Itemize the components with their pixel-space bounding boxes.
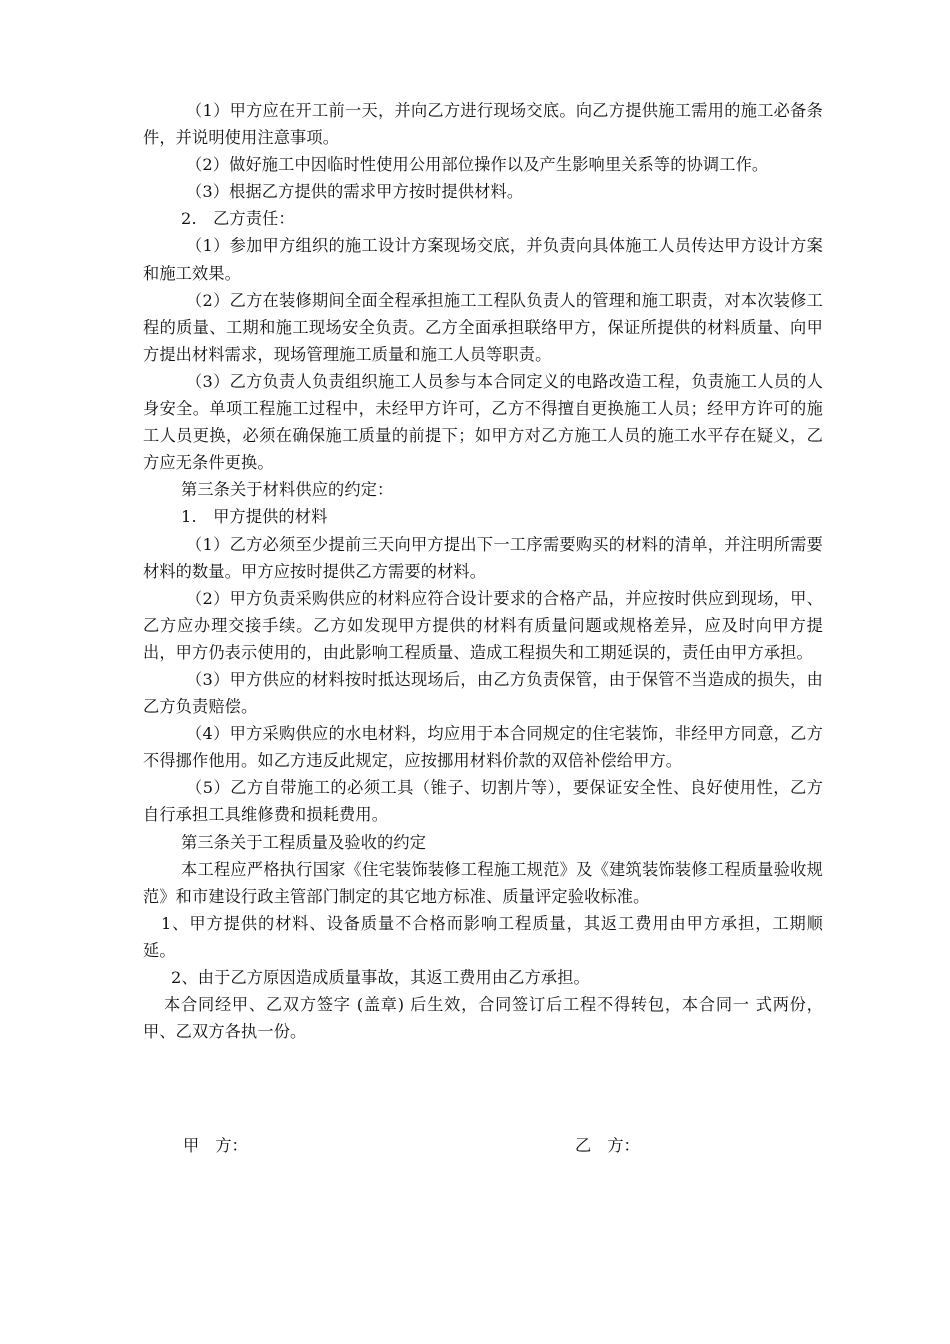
party-b-signature-label: 乙 方： xyxy=(575,1136,640,1155)
clause-paragraph: 本工程应严格执行国家《住宅装饰装修工程施工规范》及《建筑装饰装修工程质量验收规范》和市建设行政主管部门制定的其它地方标准、质量评定验收标准。 xyxy=(143,859,823,906)
clause-paragraph: （2）甲方负责采购供应的材料应符合设计要求的合格产品，并应按时供应到现场，甲、乙方应办理交接手续。乙方如发现甲方提供的材料有质量问题或规格差异，应及时向甲方提出，甲方仍表示使用的，由此影响工程质量、造成工程损失和工期延误的，责任由甲方承担。 xyxy=(143,588,823,662)
article-heading: 第三条关于材料供应的约定： xyxy=(181,480,394,500)
section-heading: 2. 乙方责任： xyxy=(181,209,295,229)
clause-paragraph: （1）乙方必须至少提前三天向甲方提出下一工序需要购买的材料的清单，并注明所需要材料的数量。甲方应按时提供乙方需要的材料。 xyxy=(143,534,823,581)
clause-paragraph: （3）根据乙方提供的需求甲方按时提供材料。 xyxy=(186,182,524,202)
clause-paragraph: （3）甲方供应的材料按时抵达现场后，由乙方负责保管，由于保管不当造成的损失，由乙方负责赔偿。 xyxy=(143,669,823,717)
clause-paragraph: （5）乙方自带施工的必须工具（锥子、切割片等），要保证安全性、良好使用性，乙方自行承担工具维修费和损耗费用。 xyxy=(143,778,823,825)
party-a-signature-label: 甲 方： xyxy=(183,1136,248,1155)
contract-body xyxy=(143,97,823,1045)
clause-paragraph: 2、由于乙方原因造成质量事故，其返工费用由乙方承担。 xyxy=(171,968,590,987)
clause-paragraph: （2）做好施工中因临时性使用公用部位操作以及产生影响里关系等的协调工作。 xyxy=(186,155,769,175)
clause-paragraph: （4）甲方采购供应的水电材料，均应用于本合同规定的住宅装饰，非经甲方同意，乙方不得挪作他用。如乙方违反此规定，应按挪用材料价款的双倍补偿给甲方。 xyxy=(143,724,823,771)
clause-paragraph: （1）参加甲方组织的施工设计方案现场交底，并负责向具体施工人员传达甲方设计方案和施工效果。 xyxy=(143,236,823,283)
closing-paragraph: 本合同经甲、乙双方签字 (盖章) 后生效，合同签订后工程不得转包，本合同一 式两份，甲、乙双方各执一份。 xyxy=(143,995,823,1042)
clause-paragraph: （1）甲方应在开工前一天，并向乙方进行现场交底。向乙方提供施工需用的施工必备条件，并说明使用注意事项。 xyxy=(143,101,823,148)
clause-paragraph: （2）乙方在装修期间全面全程承担施工工程队负责人的管理和施工职责，对本次装修工程的质量、工期和施工现场安全负责。乙方全面承担联络甲方，保证所提供的材料质量、向甲方提出材料需求，现场管理施工质量和施工人员等职责。 xyxy=(143,290,823,364)
article-heading: 第三条关于工程质量及验收的约定 xyxy=(181,832,427,852)
clause-paragraph: （3）乙方负责人负责组织施工人员参与本合同定义的电路改造工程，负责施工人员的人身安全。单项工程施工过程中，未经甲方许可，乙方不得擅自更换施工人员；经甲方许可的施工人员更换，必须在确保施工质量的前提下；如甲方对乙方施工人员的施工水平存在疑义，乙方应无条件更换。 xyxy=(143,371,823,473)
clause-paragraph: 1、甲方提供的材料、设备质量不合格而影响工程质量，其返工费用由甲方承担，工期顺延。 xyxy=(143,913,823,960)
section-heading: 1. 甲方提供的材料 xyxy=(181,507,328,527)
